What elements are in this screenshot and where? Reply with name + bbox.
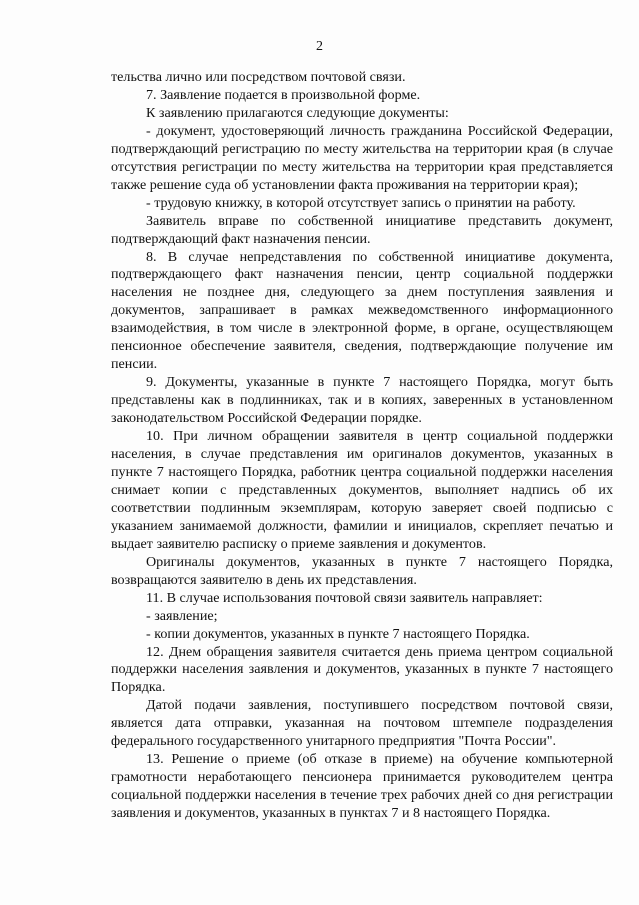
paragraph-originals-returned: Оригиналы документов, указанных в пункте 7 настоящего Порядка, возвращаются заявителю в день их представления. (111, 553, 613, 588)
document-body (111, 69, 613, 823)
paragraph-item-7: 7. Заявление подается в произвольной форме. (146, 86, 421, 103)
list-item-work-book: - трудовую книжку, в которой отсутствует запись о принятии на работу. (146, 194, 576, 211)
page-number: 2 (316, 39, 323, 54)
list-item-application: - заявление; (146, 607, 218, 624)
paragraph-item-11: 11. В случае использования почтовой связи заявитель направляет: (146, 589, 543, 606)
paragraph-continuation: тельства лично или посредством почтовой связи. (111, 69, 406, 85)
paragraph-attachments-intro: К заявлению прилагаются следующие документы: (146, 104, 449, 121)
paragraph-item-13: 13. Решение о приеме (об отказе в приеме) на обучение компьютерной грамотности неработающего пенсионера принимается руководителем центра социальной поддержки населения в течение трех рабочих дней со дня регистрации заявления и документов, указанных в пунктах 7 и 8 настоящего Порядка. (111, 751, 613, 822)
list-item-document-copies: - копии документов, указанных в пункте 7 настоящего Порядка. (146, 625, 530, 642)
list-item-identity-document: - документ, удостоверяющий личность гражданина Российской Федерации, подтверждающий регистрацию по месту жительства на территории края (в случае отсутствия регистрации по месту жительства на территории края представляется также решение суда об установлении факта проживания на территории края); (111, 122, 613, 193)
paragraph-item-8: 8. В случае непредставления по собственной инициативе документа, подтверждающего факт назначения пенсии, центр социальной поддержки населения не позднее дня, следующего за днем поступления заявления и документов, запрашивает в рамках межведомственного информационного взаимодействия, в том числе в электронной форме, в органе, осуществляющем пенсионное обеспечение заявителя, сведения, подтверждающие получение им пенсии. (111, 248, 613, 373)
paragraph-item-10: 10. При личном обращении заявителя в центр социальной поддержки населения, в случае представления им оригиналов документов, указанных в пункте 7 настоящего Порядка, работник центра социальной поддержки населения снимает копии с представленных документов, выполняет надпись об их соответствии подлинным экземплярам, которую заверяет своей подписью с указанием занимаемой должности, фамилии и инициалов, скрепляет печатью и выдает заявителю расписку о приеме заявления и документов. (111, 428, 613, 552)
paragraph-postal-date: Датой подачи заявления, поступившего посредством почтовой связи, является дата отправки, указанная на почтовом штемпеле подразделения федерального государственного унитарного предприятия "Почта России". (111, 697, 613, 750)
paragraph-pension-document: Заявитель вправе по собственной инициативе представить документ, подтверждающий факт назначения пенсии. (111, 212, 613, 247)
paragraph-item-12: 12. Днем обращения заявителя считается день приема центром социальной поддержки населения заявления и документов, указанных в пункте 7 настоящего Порядка. (111, 643, 613, 696)
paragraph-item-9: 9. Документы, указанные в пункте 7 настоящего Порядка, могут быть представлены как в подлинниках, так и в копиях, заверенных в установленном законодательством Российской Федерации порядке. (111, 374, 613, 427)
